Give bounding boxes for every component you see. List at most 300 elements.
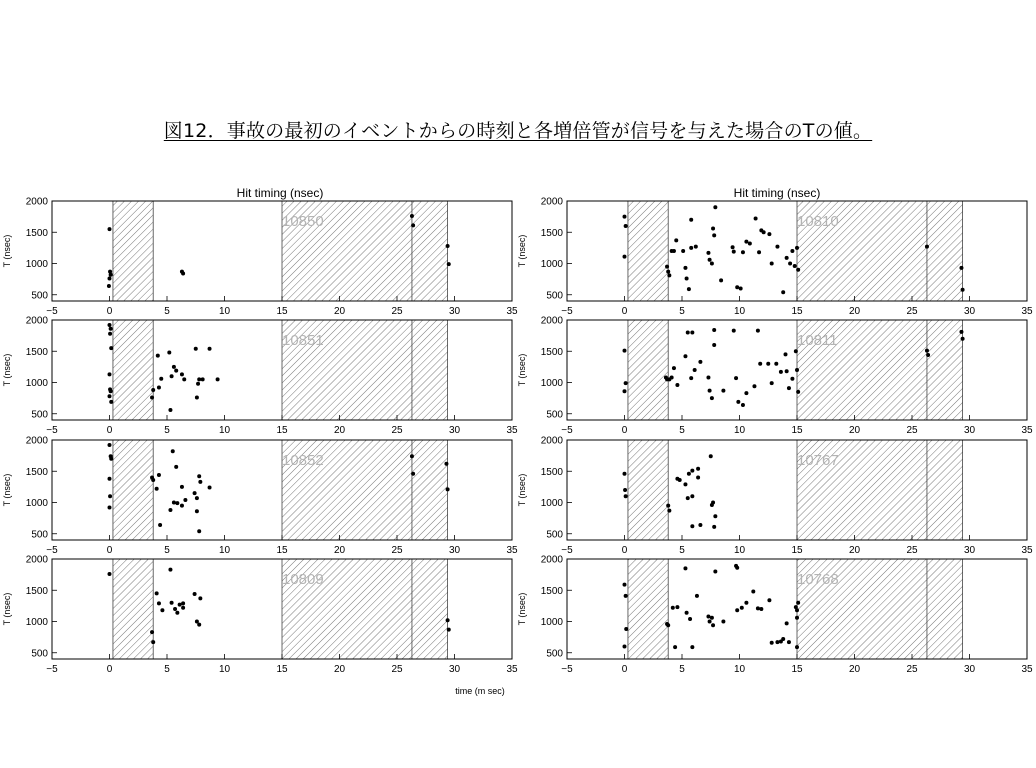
- data-point: [790, 377, 794, 381]
- data-point: [173, 607, 177, 611]
- y-tick-label: 1500: [25, 585, 48, 597]
- data-point: [108, 494, 112, 498]
- x-tick-label: 0: [106, 425, 113, 436]
- data-point: [666, 270, 670, 274]
- data-point: [795, 616, 799, 620]
- data-point: [793, 264, 797, 268]
- data-point: [744, 391, 748, 395]
- data-point: [735, 285, 739, 289]
- data-point: [754, 217, 758, 221]
- data-point: [959, 266, 963, 270]
- data-point: [712, 328, 716, 332]
- data-point: [672, 249, 676, 253]
- data-point: [194, 347, 198, 351]
- panel-id-label: 10767: [797, 452, 839, 469]
- x-tick-label: 5: [679, 664, 685, 675]
- data-point: [175, 611, 179, 615]
- y-tick-label: 1000: [25, 498, 48, 509]
- data-point: [795, 246, 799, 250]
- y-tick-label: 1000: [540, 498, 563, 509]
- data-point: [685, 611, 689, 615]
- data-point: [157, 601, 161, 605]
- data-point: [674, 238, 678, 242]
- data-point: [108, 227, 112, 231]
- data-point: [182, 377, 186, 381]
- data-point: [690, 524, 694, 528]
- y-tick-label: 500: [546, 529, 563, 541]
- y-tick-label: 500: [546, 648, 563, 660]
- data-point: [108, 506, 112, 510]
- data-point: [208, 347, 212, 351]
- data-point: [774, 362, 778, 366]
- y-tick-label: 1000: [540, 259, 563, 270]
- x-tick-label: 10: [733, 664, 746, 675]
- chart-panel-10851: [2, 316, 518, 437]
- x-tick-label: 0: [621, 425, 628, 436]
- data-point: [796, 390, 800, 394]
- x-tick-label: 20: [848, 664, 861, 675]
- x-tick-label: 25: [906, 545, 918, 556]
- data-point: [683, 566, 687, 570]
- data-point: [678, 478, 682, 482]
- data-point: [683, 266, 687, 270]
- data-point: [785, 369, 789, 373]
- data-point: [109, 327, 113, 331]
- data-point: [170, 601, 174, 605]
- data-point: [159, 377, 163, 381]
- x-tick-label: 10: [733, 425, 746, 436]
- data-point: [108, 372, 112, 376]
- y-tick-label: 500: [546, 409, 563, 421]
- data-point: [672, 366, 676, 370]
- panel-id-label: 10809: [282, 571, 324, 588]
- y-tick-label: 1500: [540, 227, 563, 239]
- data-point: [767, 232, 771, 236]
- data-point: [741, 403, 745, 407]
- data-point: [925, 349, 929, 353]
- data-point: [744, 240, 748, 244]
- data-point: [710, 503, 714, 507]
- data-point: [108, 443, 112, 447]
- data-point: [712, 525, 716, 529]
- data-point: [740, 606, 744, 610]
- y-tick-label: 2000: [25, 554, 48, 566]
- data-point: [770, 381, 774, 385]
- data-point: [719, 278, 723, 282]
- x-tick-label: 10: [218, 306, 231, 317]
- x-tick-label: −5: [46, 306, 58, 317]
- data-point: [624, 594, 628, 598]
- data-point: [794, 349, 798, 353]
- hatched-region-early: [628, 440, 668, 540]
- data-point: [151, 478, 155, 482]
- data-point: [208, 486, 212, 490]
- data-point: [696, 476, 700, 480]
- chart-panels: [2, 197, 1033, 676]
- data-point: [767, 598, 771, 602]
- chart-panel-10850: [2, 197, 518, 318]
- data-point: [180, 372, 184, 376]
- data-point: [181, 601, 185, 605]
- data-point: [109, 273, 113, 277]
- y-tick-label: 500: [546, 290, 563, 302]
- data-point: [183, 498, 187, 502]
- hatched-region-early: [113, 201, 153, 301]
- data-point: [775, 640, 779, 644]
- x-tick-label: 5: [164, 306, 170, 317]
- x-tick-label: 5: [679, 306, 685, 317]
- x-tick-label: 20: [333, 545, 346, 556]
- data-point: [624, 381, 628, 385]
- data-point: [961, 337, 965, 341]
- hatched-region-early: [628, 559, 668, 659]
- data-point: [748, 242, 752, 246]
- data-point: [734, 376, 738, 380]
- data-point: [721, 620, 725, 624]
- data-point: [446, 244, 450, 248]
- data-point: [193, 491, 197, 495]
- data-point: [694, 245, 698, 249]
- data-point: [790, 249, 794, 253]
- x-tick-label: 35: [1021, 664, 1033, 675]
- data-point: [795, 368, 799, 372]
- data-point: [108, 323, 112, 327]
- data-point: [759, 607, 763, 611]
- x-tick-label: 0: [106, 664, 113, 675]
- x-tick-label: 15: [791, 664, 803, 675]
- x-tick-label: −5: [46, 664, 58, 675]
- y-tick-label: 2000: [540, 196, 563, 208]
- data-point: [795, 608, 799, 612]
- data-point: [181, 606, 185, 610]
- data-point: [713, 205, 717, 209]
- x-tick-label: 20: [333, 664, 346, 675]
- y-tick-label: 1500: [25, 346, 48, 358]
- data-point: [171, 449, 175, 453]
- x-tick-label: 35: [1021, 425, 1033, 436]
- data-point: [706, 251, 710, 255]
- data-point: [151, 640, 155, 644]
- data-point: [695, 594, 699, 598]
- data-point: [690, 645, 694, 649]
- x-tick-label: 25: [906, 425, 918, 436]
- x-tick-label: 25: [391, 545, 403, 556]
- x-tick-label: 10: [218, 664, 231, 675]
- x-tick-label: 30: [448, 545, 461, 556]
- data-point: [151, 388, 155, 392]
- y-tick-label: 500: [31, 529, 48, 541]
- data-point: [174, 369, 178, 373]
- column-title-left: Hit timing (nsec): [236, 186, 324, 200]
- data-point: [732, 250, 736, 254]
- data-point: [447, 262, 451, 266]
- x-tick-label: 5: [679, 545, 685, 556]
- data-point: [795, 645, 799, 649]
- x-tick-label: 15: [276, 306, 288, 317]
- hatched-region-early: [113, 440, 153, 540]
- x-tick-label: −5: [561, 545, 573, 556]
- data-point: [108, 394, 112, 398]
- data-point: [150, 396, 154, 400]
- x-tick-label: 10: [218, 545, 231, 556]
- y-tick-label: 500: [31, 409, 48, 421]
- x-tick-label: 0: [106, 545, 113, 556]
- data-point: [671, 606, 675, 610]
- data-point: [751, 590, 755, 594]
- hatched-region-early: [628, 201, 668, 301]
- data-point: [155, 591, 159, 595]
- data-point: [675, 383, 679, 387]
- data-point: [170, 374, 174, 378]
- y-tick-label: 2000: [25, 315, 48, 327]
- y-tick-label: 2000: [25, 196, 48, 208]
- data-point: [698, 523, 702, 527]
- data-point: [196, 382, 200, 386]
- data-point: [666, 623, 670, 627]
- data-point: [696, 467, 700, 471]
- x-tick-label: 15: [276, 425, 288, 436]
- x-tick-label: 30: [448, 306, 461, 317]
- x-tick-label: 0: [621, 306, 628, 317]
- data-point: [624, 627, 628, 631]
- data-point: [195, 396, 199, 400]
- x-tick-label: 15: [791, 545, 803, 556]
- y-tick-label: 500: [31, 648, 48, 660]
- chart-panel-10852: [2, 436, 518, 557]
- data-point: [687, 472, 691, 476]
- x-tick-label: 25: [906, 664, 918, 675]
- panel-id-label: 10811: [797, 332, 838, 349]
- data-point: [109, 400, 113, 404]
- data-point: [787, 640, 791, 644]
- x-tick-label: −5: [561, 664, 573, 675]
- data-point: [708, 389, 712, 393]
- data-point: [959, 330, 963, 334]
- y-tick-label: 2000: [25, 435, 48, 447]
- data-point: [667, 509, 671, 513]
- y-tick-label: 1500: [540, 346, 563, 358]
- data-point: [770, 641, 774, 645]
- data-point: [197, 623, 201, 627]
- data-point: [172, 501, 176, 505]
- data-point: [157, 386, 161, 390]
- data-point: [735, 608, 739, 612]
- data-point: [739, 287, 743, 291]
- x-tick-label: 20: [333, 306, 346, 317]
- y-tick-label: 2000: [540, 435, 563, 447]
- data-point: [756, 606, 760, 610]
- hatched-region-early: [113, 559, 153, 659]
- data-point: [736, 400, 740, 404]
- data-point: [150, 630, 154, 634]
- x-tick-label: 25: [391, 306, 403, 317]
- data-point: [689, 218, 693, 222]
- x-tick-label: 20: [333, 425, 346, 436]
- y-axis-label: T (nsec): [2, 473, 12, 507]
- data-point: [624, 224, 628, 228]
- data-point: [670, 376, 674, 380]
- data-point: [623, 349, 627, 353]
- data-point: [155, 487, 159, 491]
- data-point: [926, 353, 930, 357]
- data-point: [665, 265, 669, 269]
- data-point: [178, 603, 182, 607]
- data-point: [713, 514, 717, 518]
- chart-panel-10811: [517, 316, 1033, 437]
- data-point: [411, 223, 415, 227]
- data-point: [762, 230, 766, 234]
- x-tick-label: 10: [218, 425, 231, 436]
- data-point: [446, 487, 450, 491]
- y-tick-label: 1000: [540, 617, 563, 628]
- data-point: [752, 384, 756, 388]
- data-point: [198, 596, 202, 600]
- data-point: [683, 354, 687, 358]
- data-point: [781, 637, 785, 641]
- data-point: [666, 504, 670, 508]
- x-tick-label: 25: [391, 664, 403, 675]
- x-tick-label: 25: [391, 425, 403, 436]
- data-point: [197, 474, 201, 478]
- x-tick-label: 0: [621, 545, 628, 556]
- data-point: [775, 245, 779, 249]
- data-point: [160, 608, 164, 612]
- data-point: [109, 389, 113, 393]
- data-point: [788, 262, 792, 266]
- y-axis-label: T (nsec): [517, 473, 527, 507]
- data-point: [693, 368, 697, 372]
- data-point: [689, 376, 693, 380]
- x-tick-label: 30: [963, 306, 976, 317]
- y-axis-label: T (nsec): [517, 234, 527, 268]
- y-axis-label: T (nsec): [517, 353, 527, 387]
- data-point: [195, 496, 199, 500]
- panel-id-label: 10852: [282, 452, 324, 469]
- data-point: [623, 472, 627, 476]
- data-point: [167, 351, 171, 355]
- data-point: [681, 249, 685, 253]
- data-point: [667, 273, 671, 277]
- data-point: [712, 233, 716, 237]
- x-tick-label: 10: [733, 306, 746, 317]
- data-point: [193, 592, 197, 596]
- data-point: [710, 396, 714, 400]
- data-point: [796, 268, 800, 272]
- chart-panel-10767: [517, 436, 1033, 557]
- data-point: [688, 617, 692, 621]
- data-point: [686, 331, 690, 335]
- data-point: [721, 389, 725, 393]
- x-tick-label: 5: [164, 664, 170, 675]
- data-point: [168, 408, 172, 412]
- data-point: [673, 645, 677, 649]
- data-point: [710, 616, 714, 620]
- data-point: [109, 346, 113, 350]
- data-point: [758, 362, 762, 366]
- x-tick-label: 35: [1021, 545, 1033, 556]
- data-point: [197, 377, 201, 381]
- x-tick-label: 30: [963, 425, 976, 436]
- data-point: [623, 583, 627, 587]
- data-point: [410, 454, 414, 458]
- y-axis-label: T (nsec): [517, 592, 527, 626]
- data-point: [690, 494, 694, 498]
- x-tick-label: 35: [506, 664, 518, 675]
- panel-id-label: 10768: [797, 571, 839, 588]
- data-point: [744, 601, 748, 605]
- data-point: [216, 377, 220, 381]
- data-point: [174, 465, 178, 469]
- x-tick-label: 35: [506, 545, 518, 556]
- data-point: [168, 568, 172, 572]
- data-point: [197, 529, 201, 533]
- data-point: [711, 227, 715, 231]
- x-tick-label: 5: [679, 425, 685, 436]
- x-tick-label: 0: [621, 664, 628, 675]
- data-point: [683, 482, 687, 486]
- x-tick-label: 15: [791, 306, 803, 317]
- data-point: [108, 572, 112, 576]
- data-point: [685, 277, 689, 281]
- data-point: [708, 620, 712, 624]
- data-point: [925, 245, 929, 249]
- x-tick-label: 35: [506, 306, 518, 317]
- column-title-right: Hit timing (nsec): [733, 186, 821, 200]
- data-point: [156, 354, 160, 358]
- x-tick-label: 15: [276, 545, 288, 556]
- data-point: [410, 214, 414, 218]
- data-point: [710, 262, 714, 266]
- data-point: [158, 523, 162, 527]
- x-tick-label: 25: [906, 306, 918, 317]
- data-point: [109, 457, 113, 461]
- data-point: [706, 376, 710, 380]
- x-tick-label: 5: [164, 545, 170, 556]
- data-point: [175, 501, 179, 505]
- data-point: [623, 255, 627, 259]
- data-point: [784, 352, 788, 356]
- data-point: [781, 290, 785, 294]
- data-point: [108, 477, 112, 481]
- y-axis-label: T (nsec): [2, 353, 12, 387]
- data-point: [108, 277, 112, 281]
- y-tick-label: 1000: [25, 378, 48, 389]
- data-point: [796, 601, 800, 605]
- y-tick-label: 2000: [540, 554, 563, 566]
- x-tick-label: −5: [561, 306, 573, 317]
- data-point: [107, 284, 111, 288]
- data-point: [687, 287, 691, 291]
- data-point: [785, 621, 789, 625]
- data-point: [198, 480, 202, 484]
- data-point: [732, 329, 736, 333]
- x-tick-label: 35: [1021, 306, 1033, 317]
- data-point: [779, 370, 783, 374]
- x-tick-label: 20: [848, 425, 861, 436]
- y-tick-label: 1500: [540, 466, 563, 478]
- y-tick-label: 1000: [25, 617, 48, 628]
- y-tick-label: 1500: [25, 227, 48, 239]
- data-point: [787, 386, 791, 390]
- page-title: 図12．事故の最初のイベントからの時刻と各増倍管が信号を与えた場合のTの値。: [163, 120, 873, 142]
- y-tick-label: 500: [31, 290, 48, 302]
- data-point: [689, 246, 693, 250]
- y-axis-label: T (nsec): [2, 234, 12, 268]
- data-point: [411, 472, 415, 476]
- hatched-region-early: [113, 320, 153, 420]
- data-point: [709, 454, 713, 458]
- data-point: [180, 485, 184, 489]
